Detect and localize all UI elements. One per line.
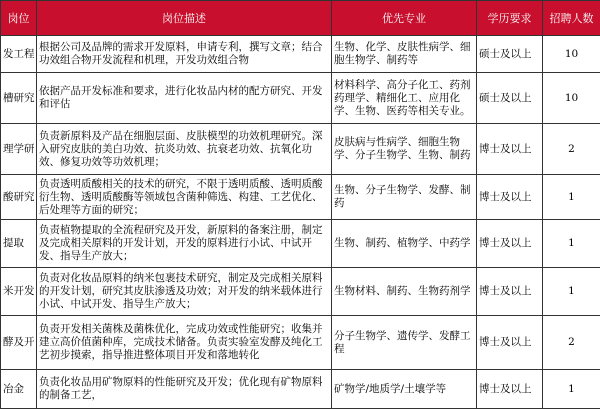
header-position: 岗位 bbox=[1, 1, 37, 36]
cell-education: 硕士及以上 bbox=[477, 36, 543, 73]
cell-position: 冶金 bbox=[1, 370, 37, 409]
cell-description: 根据公司及品牌的需求开发原料，申请专利，撰写文章；结合功效组合物开发流程和机理，开发功效组合物 bbox=[37, 36, 332, 73]
cell-major: 生物、化学、皮肤性病学、细胞生物学、制药等 bbox=[332, 36, 477, 73]
table-row bbox=[1, 73, 600, 124]
cell-major: 生物、制药、植物学、中药学 bbox=[332, 220, 477, 268]
cell-description: 依据产品开发标准和要求，进行化妆品内材的配方研究、开发和评估 bbox=[37, 73, 332, 124]
cell-major: 皮肤病与性病学、细胞生物学、分子生物学、生物、制药 bbox=[332, 124, 477, 175]
table-row bbox=[1, 36, 600, 73]
cell-count: 1 bbox=[543, 268, 600, 316]
cell-education: 博士及以上 bbox=[477, 316, 543, 370]
table-row bbox=[1, 220, 600, 268]
cell-description: 负责新原料及产品在细胞层面、皮肤模型的功效机理研究。深入研究皮肤的美白功效、抗炎功效、抗衰老功效、抗氧化功效、修复功效等功效机理； bbox=[37, 124, 332, 175]
cell-position: 米开发 bbox=[1, 268, 37, 316]
cell-count: 1 bbox=[543, 220, 600, 268]
cell-description: 负责开发相关菌株及菌株优化，完成功效或性能研究；收集并建立高价值菌种库，完成技术储备。负责实验室发酵及纯化工艺初步摸索，指导推进整体项目开发和落地转化 bbox=[37, 316, 332, 370]
table-row bbox=[1, 370, 600, 409]
header-count: 招聘人数 bbox=[543, 1, 600, 36]
cell-education: 博士及以上 bbox=[477, 175, 543, 220]
header-description: 岗位描述 bbox=[37, 1, 332, 36]
cell-major: 生物材料、制药、生物药剂学 bbox=[332, 268, 477, 316]
header-education: 学历要求 bbox=[477, 1, 543, 36]
cell-position: 提取 bbox=[1, 220, 37, 268]
table-header-row bbox=[1, 1, 600, 36]
cell-major: 分子生物学、遗传学、发酵工程 bbox=[332, 316, 477, 370]
cell-description: 负责对化妆品原料的纳米包裹技术研究，制定及完成相关原料的开发计划，研究其皮肤渗透及功效；对开发的纳米载体进行小试、中试开发、指导生产放大； bbox=[37, 268, 332, 316]
cell-education: 博士及以上 bbox=[477, 370, 543, 409]
cell-education: 博士及以上 bbox=[477, 220, 543, 268]
table-row bbox=[1, 124, 600, 175]
cell-count: 10 bbox=[543, 73, 600, 124]
cell-count: 2 bbox=[543, 124, 600, 175]
cell-major: 生物、分子生物学、发酵、制药 bbox=[332, 175, 477, 220]
cell-position: 酵及开 bbox=[1, 316, 37, 370]
cell-education: 硕士及以上 bbox=[477, 73, 543, 124]
cell-position: 发工程 bbox=[1, 36, 37, 73]
cell-position: 理学研 bbox=[1, 124, 37, 175]
cell-position: 槽研究 bbox=[1, 73, 37, 124]
cell-count: 1 bbox=[543, 175, 600, 220]
cell-count: 1 bbox=[543, 370, 600, 409]
cell-description: 负责透明质酸相关的技术的研究，不限于透明质酸、透明质酸衍生物、透明质酸酶等领域包含菌种筛选、构建、工艺优化、后处理等方面的研究； bbox=[37, 175, 332, 220]
table-row bbox=[1, 175, 600, 220]
cell-major: 矿物学/地质学/土壤学等 bbox=[332, 370, 477, 409]
cell-description: 负责化妆品用矿物原料的性能研究及开发；优化现有矿物原料的制备工艺， bbox=[37, 370, 332, 409]
cell-count: 2 bbox=[543, 316, 600, 370]
table-row bbox=[1, 316, 600, 370]
table-row bbox=[1, 268, 600, 316]
cell-count: 10 bbox=[543, 36, 600, 73]
cell-education: 博士及以上 bbox=[477, 124, 543, 175]
cell-position: 酸研究 bbox=[1, 175, 37, 220]
cell-major: 材料科学、高分子化工、药剂药理学、精细化工、应用化学、生物、医药等相关专业。 bbox=[332, 73, 477, 124]
cell-description: 负责植物提取的全流程研究及开发，新原料的备案注册，制定及完成相关原料的开发计划，开发的原料进行小试、中试开发、指导生产放大； bbox=[37, 220, 332, 268]
cell-education: 博士及以上 bbox=[477, 268, 543, 316]
header-major: 优先专业 bbox=[332, 1, 477, 36]
